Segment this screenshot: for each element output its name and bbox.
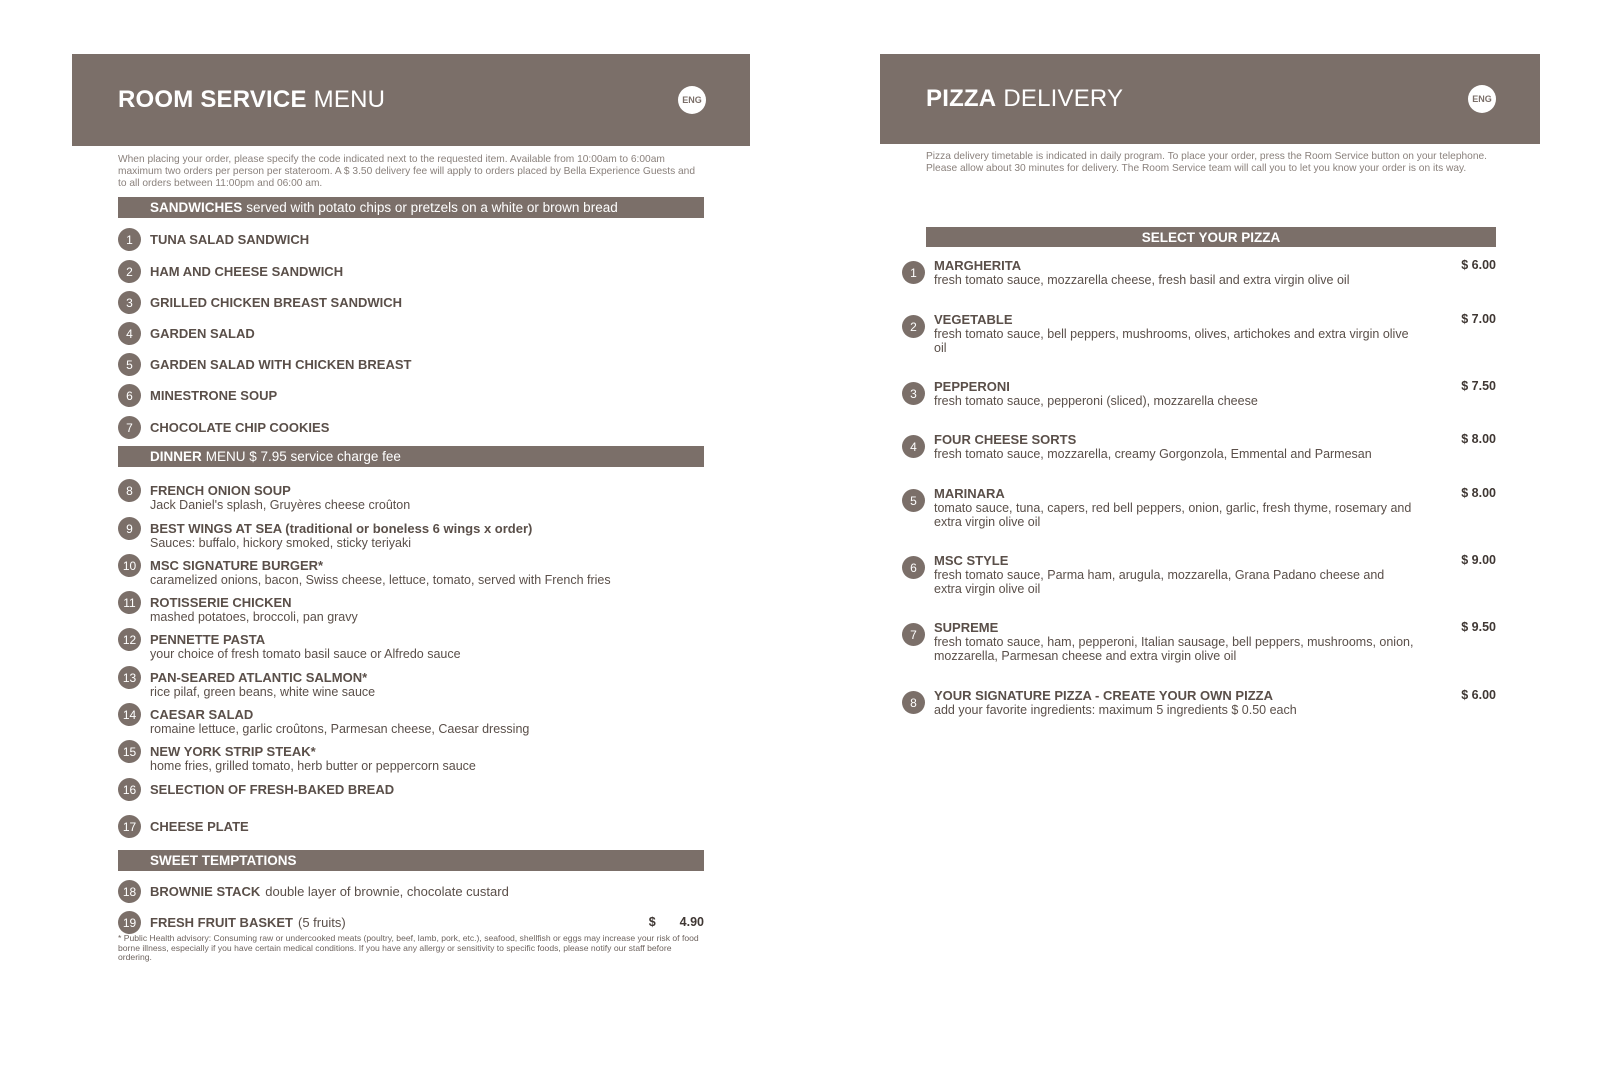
item-number-badge: 6 (118, 384, 141, 407)
item-name (150, 884, 509, 900)
item-number-badge: 7 (118, 416, 141, 439)
item-description: your choice of fresh tomato basil sauce or Alfredo sauce (150, 647, 461, 661)
item-number-badge: 11 (118, 591, 141, 614)
item-description: Jack Daniel's splash, Gruyères cheese croûton (150, 498, 411, 512)
room-service-header (72, 54, 750, 146)
item-name: GARDEN SALAD (150, 326, 255, 341)
pizza-description: fresh tomato sauce, ham, pepperoni, Italian sausage, bell peppers, mushrooms, onion, mozzarella, Parmesan cheese and extra virgin olive oil (934, 635, 1414, 663)
item-number-badge: 15 (118, 740, 141, 763)
item-name: PAN-SEARED ATLANTIC SALMON* (150, 670, 368, 685)
item-description: rice pilaf, green beans, white wine sauce (150, 685, 376, 699)
sweet-section-header: SWEET TEMPTATIONS (118, 850, 704, 871)
language-badge[interactable]: ENG (1468, 85, 1496, 113)
pizza-price: $ 7.00 (1461, 312, 1496, 326)
item-description: mashed potatoes, broccoli, pan gravy (150, 610, 358, 624)
currency-symbol: $ (648, 915, 656, 929)
item-description: Sauces: buffalo, hickory smoked, sticky teriyaki (150, 536, 411, 550)
item-description: caramelized onions, bacon, Swiss cheese, lettuce, tomato, served with French fries (150, 573, 611, 587)
pizza-name: MARINARA (934, 486, 1005, 501)
pizza-name: MARGHERITA (934, 258, 1022, 273)
item-name: CHEESE PLATE (150, 819, 249, 834)
pizza-description: fresh tomato sauce, Parma ham, arugula, mozzarella, Grana Padano cheese and extra virgin olive oil (934, 568, 1385, 596)
dinner-section-header: DINNER MENU $ 7.95 service charge fee (118, 446, 704, 467)
item-name: CHOCOLATE CHIP COOKIES (150, 420, 330, 435)
language-badge[interactable]: ENG (678, 86, 706, 114)
item-description: home fries, grilled tomato, herb butter or peppercorn sauce (150, 759, 476, 773)
item-name: PENNETTE PASTA (150, 632, 266, 647)
pizza-price: $ 6.00 (1461, 258, 1496, 272)
item-name: MSC SIGNATURE BURGER* (150, 558, 324, 573)
health-advisory-footnote: * Public Health advisory: Consuming raw or undercooked meats (poultry, beef, lamb, pork, etc.), seafood, shellfish or eggs may increase your risk of food borne illness, especially if you have certain medical conditions. If you have any allergy or sensitivity to specific foods, please notify our staff before ordering. (118, 933, 699, 962)
item-number-badge: 12 (118, 628, 141, 651)
item-name: ROTISSERIE CHICKEN (150, 595, 292, 610)
item-number-badge: 8 (902, 691, 925, 714)
item-name: NEW YORK STRIP STEAK* (150, 744, 316, 759)
pizza-description: fresh tomato sauce, bell peppers, mushrooms, olives, artichokes and extra virgin olive oil (934, 327, 1409, 355)
pizza-price: $ 6.00 (1461, 688, 1496, 702)
pizza-intro: Pizza delivery timetable is indicated in daily program. To place your order, press the Room Service button on your telephone. Please allow about 30 minutes for delivery. The Room Service team will call you to let you know your order is on its way. (926, 151, 1487, 174)
item-number-badge: 4 (118, 322, 141, 345)
item-name: HAM AND CHEESE SANDWICH (150, 264, 344, 279)
item-name: GRILLED CHICKEN BREAST SANDWICH (150, 295, 403, 310)
item-number-badge: 1 (902, 261, 925, 284)
pizza-name: YOUR SIGNATURE PIZZA - CREATE YOUR OWN PIZZA (934, 688, 1273, 703)
pizza-description: fresh tomato sauce, mozzarella cheese, fresh basil and extra virgin olive oil (934, 273, 1350, 287)
pizza-name: SUPREME (934, 620, 999, 635)
item-name: FRENCH ONION SOUP (150, 483, 291, 498)
pizza-price: $ 9.50 (1461, 620, 1496, 634)
item-name: CAESAR SALAD (150, 707, 254, 722)
pizza-description: tomato sauce, tuna, capers, red bell peppers, onion, garlic, fresh thyme, rosemary and extra virgin olive oil (934, 501, 1412, 529)
item-number-badge: 7 (902, 623, 925, 646)
item-description: double layer of brownie, chocolate custard (265, 884, 509, 899)
item-name-text: BROWNIE STACK (150, 884, 261, 899)
item-number-badge: 10 (118, 554, 141, 577)
pizza-name: PEPPERONI (934, 379, 1010, 394)
item-number-badge: 13 (118, 666, 141, 689)
item-number-badge: 6 (902, 556, 925, 579)
item-name (150, 915, 346, 931)
sandwiches-section-header: SANDWICHES served with potato chips or pretzels on a white or brown bread (118, 197, 704, 218)
pizza-price: $ 8.00 (1461, 432, 1496, 446)
room-service-title: ROOM SERVICE MENU (118, 86, 386, 113)
item-number-badge: 14 (118, 703, 141, 726)
pizza-description: fresh tomato sauce, mozzarella, creamy Gorgonzola, Emmental and Parmesan (934, 447, 1372, 461)
item-name-text: FRESH FRUIT BASKET (150, 915, 293, 930)
pizza-price: $ 9.00 (1461, 553, 1496, 567)
room-service-intro: When placing your order, please specify the code indicated next to the requested item. Available from 10:00am to 6:00am maximum two orders per person per stateroom. A $ 3.50 delivery fee will apply to orders placed by Bella Experience Guests and to all orders between 11:00pm and 06:00 am. (118, 154, 696, 189)
item-number-badge: 3 (902, 382, 925, 405)
price-value: 4.90 (679, 915, 704, 929)
item-number-badge: 9 (118, 517, 141, 540)
item-number-badge: 3 (118, 291, 141, 314)
item-number-badge: 2 (902, 315, 925, 338)
item-number-badge: 16 (118, 778, 141, 801)
item-name: GARDEN SALAD WITH CHICKEN BREAST (150, 357, 412, 372)
item-number-badge: 5 (902, 489, 925, 512)
pizza-description: add your favorite ingredients: maximum 5 ingredients $ 0.50 each (934, 703, 1297, 717)
item-description: (5 fruits) (298, 915, 346, 930)
item-number-badge: 5 (118, 353, 141, 376)
item-price (649, 915, 704, 929)
pizza-price: $ 7.50 (1461, 379, 1496, 393)
item-number-badge: 1 (118, 228, 141, 251)
select-pizza-header: SELECT YOUR PIZZA (926, 227, 1496, 247)
pizza-name: MSC STYLE (934, 553, 1009, 568)
pizza-header (880, 54, 1540, 144)
item-description: romaine lettuce, garlic croûtons, Parmesan cheese, Caesar dressing (150, 722, 530, 736)
item-number-badge: 4 (902, 435, 925, 458)
item-number-badge: 17 (118, 815, 141, 838)
item-number-badge: 2 (118, 260, 141, 283)
pizza-name: VEGETABLE (934, 312, 1013, 327)
pizza-title: PIZZA DELIVERY (926, 85, 1124, 112)
item-name: SELECTION OF FRESH-BAKED BREAD (150, 782, 395, 797)
pizza-name: FOUR CHEESE SORTS (934, 432, 1077, 447)
item-number-badge: 8 (118, 479, 141, 502)
item-name: TUNA SALAD SANDWICH (150, 232, 310, 247)
pizza-price: $ 8.00 (1461, 486, 1496, 500)
item-name: BEST WINGS AT SEA (traditional or boneless 6 wings x order) (150, 521, 533, 536)
item-number-badge: 18 (118, 880, 141, 903)
pizza-description: fresh tomato sauce, pepperoni (sliced), mozzarella cheese (934, 394, 1258, 408)
item-name: MINESTRONE SOUP (150, 388, 278, 403)
item-number-badge: 19 (118, 911, 141, 934)
